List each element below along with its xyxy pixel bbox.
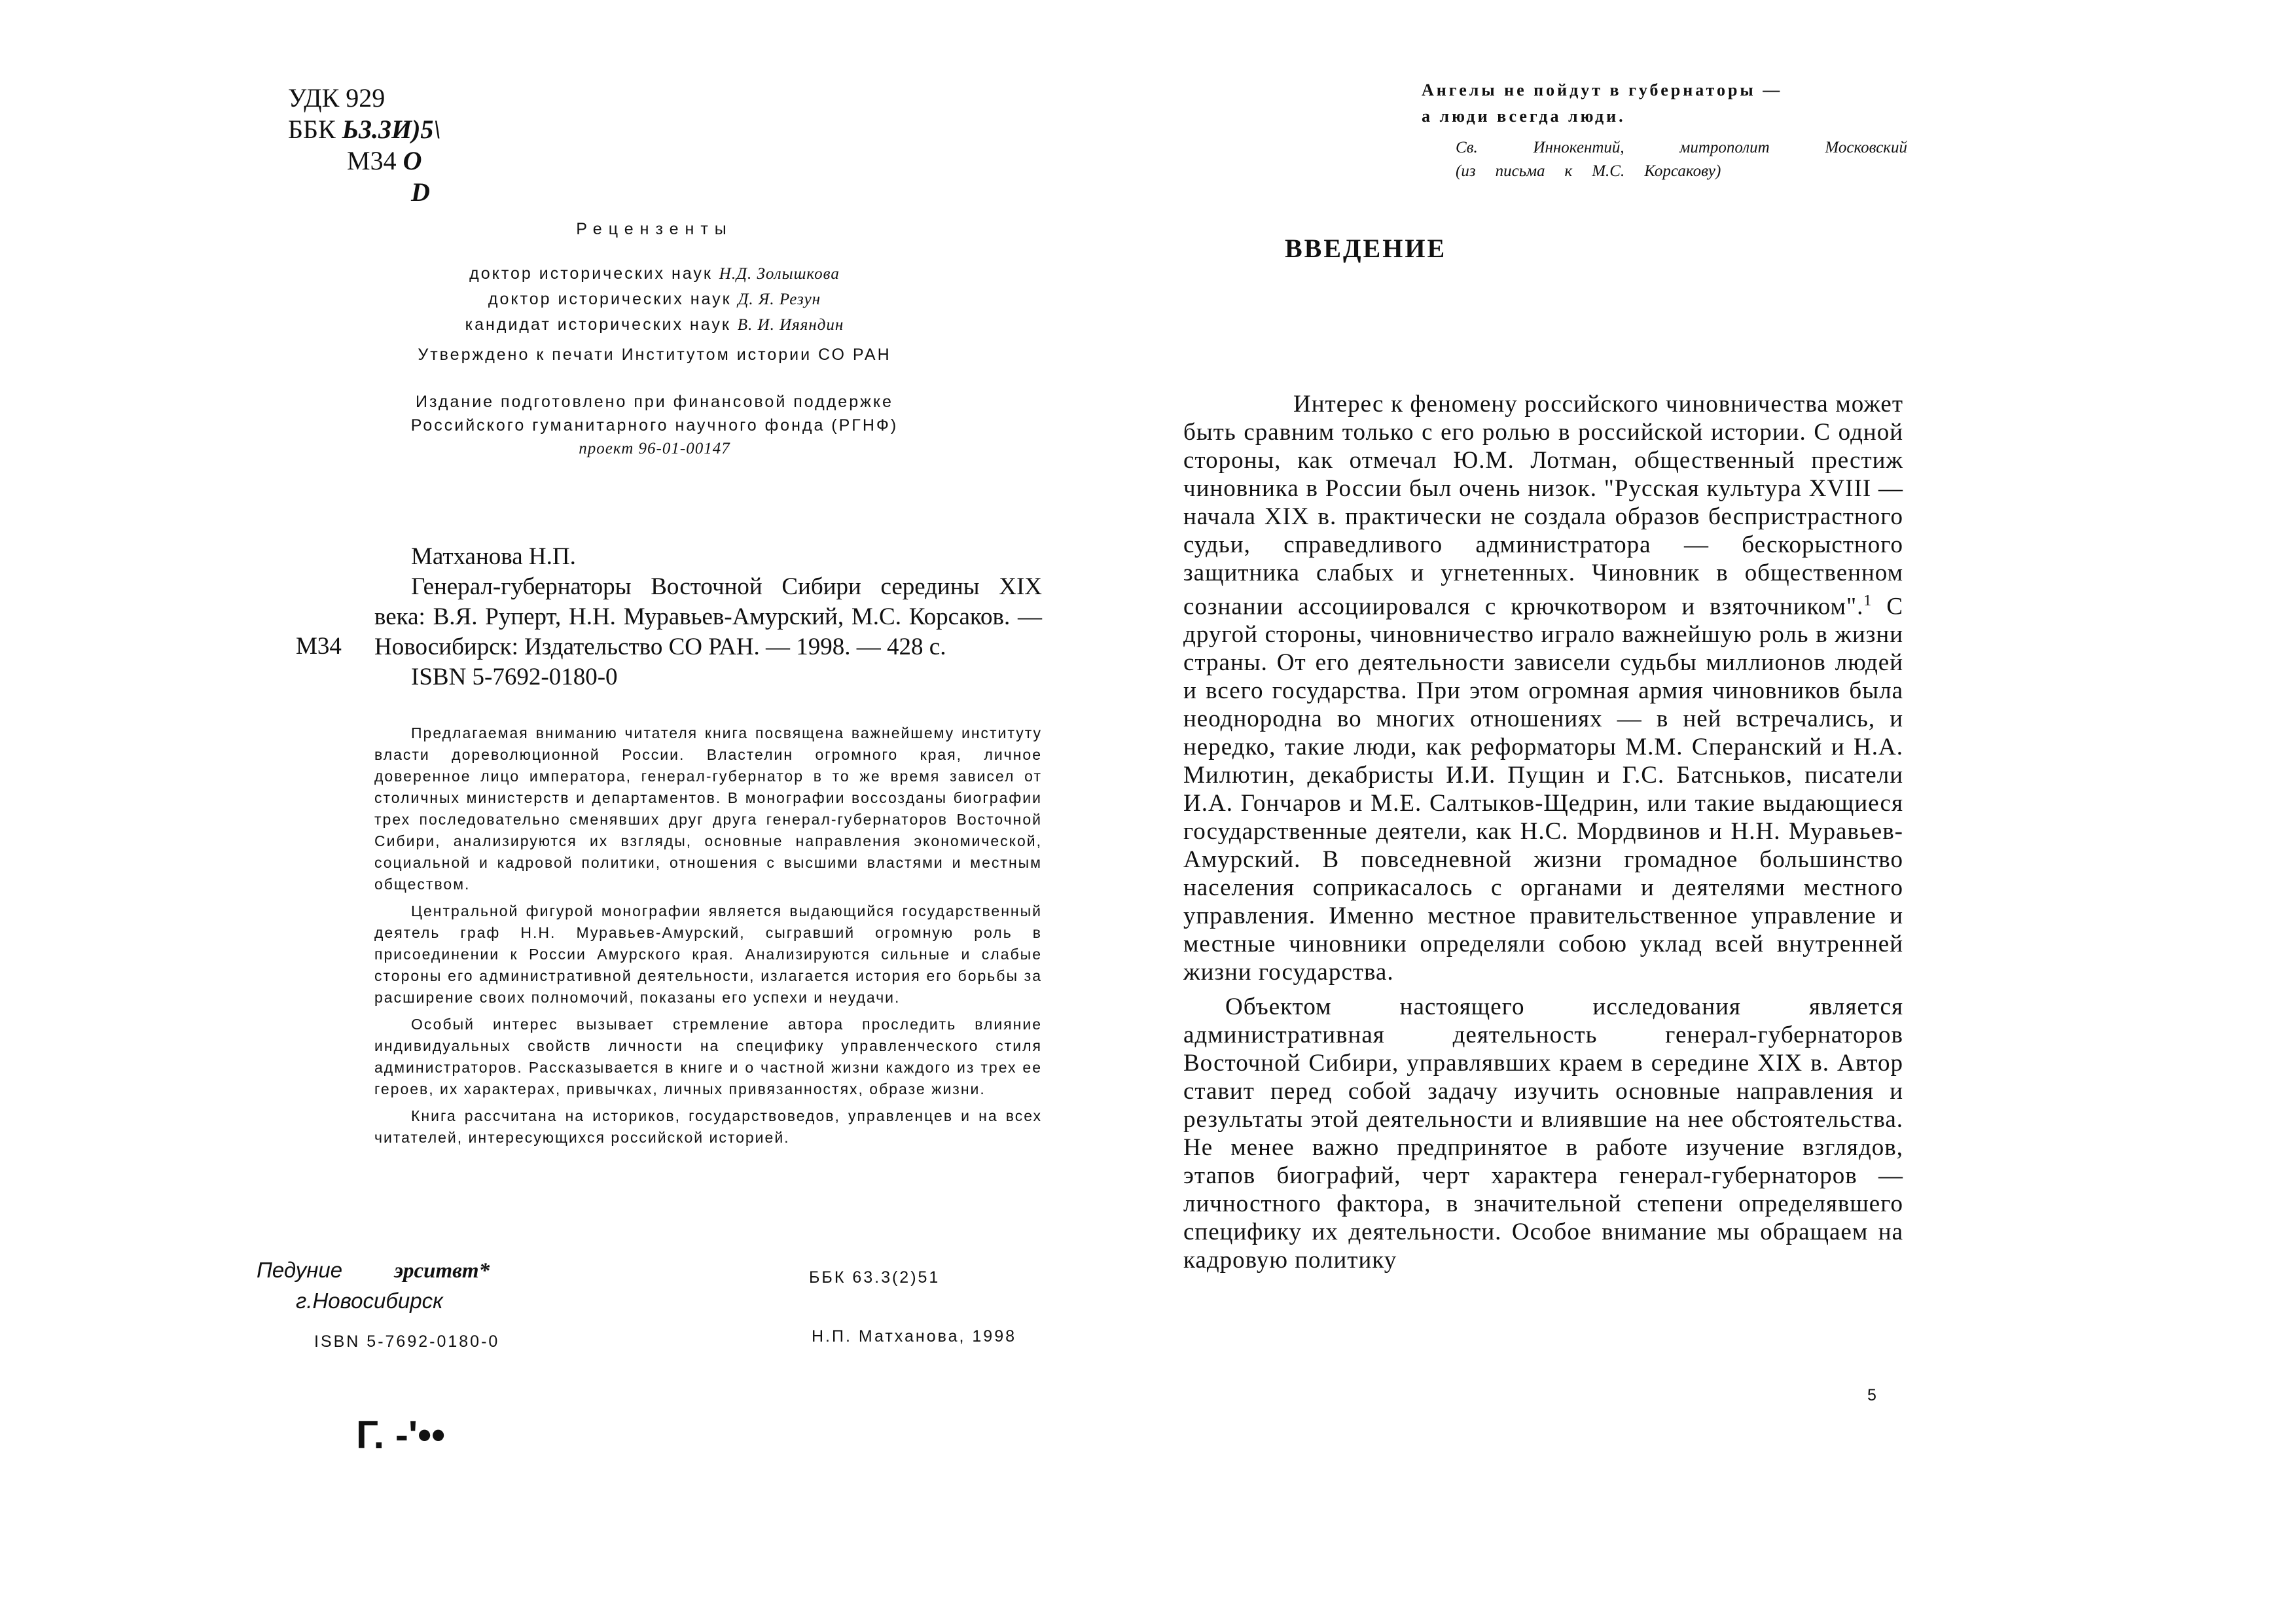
body-text: [1183, 390, 1903, 1274]
reviewer-name: В. И. Ияяндин: [737, 316, 844, 334]
epigraph-line-1: Ангелы не пойдут в губернаторы —: [1422, 80, 1783, 99]
stamp-word-bold: эрситвт*: [394, 1259, 490, 1283]
body-paragraph: Объектом настоящего исследования является административная деятельность генерал-губернаторов Восточной Сибири, управлявших краем в середине XIX в. Автор ставит перед собой задачу изучить основные направления и результаты этой деятельности и влиявшие на нее обстоятельства. Не менее важно предпринятое в работе изучение взглядов, этапов биографий, черт характера генерал-губернаторов — личностного фактора, в значительной степени определявшего специфику их деятельности. Особое внимание мы обращаем на кадровую политику: [1183, 993, 1903, 1274]
attribution-line-2: [1456, 160, 1907, 183]
annotation-paragraph: Центральной фигурой монографии является выдающийся государственный деятель граф Н.Н. Муравьев-Амурский, сыгравший огромную роль в присоединении к России Амурского края. Анализируются сильные и слабые стороны его административной деятельности, излагается история его борьбы за расширение своих полномочий, показаны его успехи и неудачи.: [374, 902, 1042, 1006]
approval-note: Утверждено к печати Институтом истории СО РАН: [418, 346, 891, 364]
isbn-footer: ISBN 5-7692-0180-0: [314, 1332, 500, 1351]
attribution-word: Св.: [1456, 139, 1478, 156]
bbk-value: Ь3.3И)5\: [342, 115, 441, 144]
bbk-footer: ББК 63.3(2)51: [809, 1268, 941, 1287]
record-description: Генерал-губернаторы Восточной Сибири середины XIX века: В.Я. Руперт, Н.Н. Муравьев-Амурский, М.С. Корсаков. — Новосибирск: Издательство СО РАН. — 1998. — 428 с.: [374, 573, 1042, 660]
reviewer-name: Д. Я. Резун: [738, 291, 821, 308]
record-author: Матханова Н.П.: [411, 543, 576, 570]
page-number: 5: [1867, 1386, 1876, 1404]
code-letter-d: D: [411, 177, 430, 207]
reviewer-line: [367, 261, 942, 287]
catalog-mark: М34: [296, 633, 342, 660]
reviewer-name: Н.Д. Золышкова: [719, 265, 840, 283]
reviewer-role: кандидат исторических наук: [465, 315, 731, 334]
paragraph-text: С другой стороны, чиновничество играло важнейшую роль в жизни страны. От его деятельности зависели судьбы миллионов людей и всего государства. При этом огромная армия чиновников была неоднородна во многих отношениях — в ней встречались, и нередко, такие люди, как реформаторы М.М. Сперанский и Н.А. Милютин, декабристы И.И. Пущин и Г.С. Батсньков, писатели И.А. Гончаров и М.Е. Салтыков-Щедрин, или такие выдающиеся государственные деятели, как Н.С. Мордвинов и Н.Н. Муравьев-Амурский. В повседневной жизни громадное большинство населения соприкасалось с органами и деятелями местного управления. Именно местное правительственное управление и местные чиновники определяли собою уклад всей внутренней жизни государства.: [1183, 593, 1903, 986]
attribution-word: Московский: [1825, 139, 1907, 156]
library-stamp: [257, 1255, 490, 1316]
reviewer-role: доктор исторических наук: [469, 264, 713, 283]
paragraph-text: Интерес к феномену российского чиновничества может быть сравним только с его ролью в российской истории. С одной стороны, как отмечал Ю.М. Лотман, общественный престиж чиновника в России был очень низок. "Русская культура XVIII — начала XIX в. практически не создала образов беспристрастного судьи, справедливого администратора — бескорыстного защитника слабых и угнетенных. Чиновник в общественном сознании ассоциировался с крючкотвором и взяточником".: [1183, 391, 1903, 620]
record-isbn: ISBN 5-7692-0180-0: [411, 664, 618, 690]
annotation-paragraph: Особый интерес вызывает стремление автора проследить влияние индивидуальных свойств личности на специфику управленческого стиля администраторов. Рассказывается в книге и о частной жизни каждого из трех ее героев, их характерах, привычках, личных привязанностях, образе жизни.: [374, 1016, 1042, 1097]
attribution-word: Иннокентий,: [1533, 139, 1624, 156]
epigraph: [1422, 77, 1782, 130]
attribution-word: письма: [1495, 162, 1545, 180]
reviewers-block: [367, 220, 942, 338]
epigraph-attribution: [1456, 136, 1907, 183]
attribution-word: митрополит: [1679, 139, 1770, 156]
annotation: [374, 722, 1042, 1154]
author-mark: [347, 145, 441, 177]
reviewer-line: [367, 312, 942, 338]
funding-line-2: Российского гуманитарного научного фонда (РГНФ): [410, 416, 899, 435]
annotation-paragraph: Книга рассчитана на историков, государствоведов, управленцев и на всех читателей, интересующихся российской историей.: [374, 1107, 1042, 1146]
author-mark-label: М34: [347, 146, 397, 175]
attribution-word: (из: [1456, 162, 1476, 180]
stamp-city: г.Новосибирск: [296, 1289, 443, 1313]
bibliographic-record: [374, 542, 1042, 692]
right-page: [1148, 0, 2296, 1623]
body-paragraph: [1183, 390, 1903, 986]
author-mark-value: O: [403, 146, 422, 175]
attribution-word: к: [1564, 162, 1573, 180]
annotation-paragraph: Предлагаемая вниманию читателя книга посвящена важнейшему институту власти дореволюционной России. Властелин огромного края, личное доверенное лицо императора, генерал-губернатор в то же время зависел от столичных министерств и департаментов. В монографии воссозданы биографии трех последовательно сменявших друг друга генерал-губернаторов Восточной Сибири, анализируются их взгляды, основные направления экономической, социальной и кадровой политики, отношения с высшими властями и местным обществом.: [374, 724, 1042, 893]
bbk-code: [288, 114, 441, 145]
bbk-label: ББК: [288, 115, 336, 144]
funding-note: [340, 390, 969, 461]
copyright-footer: Н.П. Матханова, 1998: [812, 1327, 1017, 1346]
attribution-word: М.С.: [1592, 162, 1625, 180]
reviewer-line: [367, 287, 942, 312]
epigraph-line-2: а люди всегда люди.: [1422, 107, 1626, 126]
stamp-word: Педуние: [257, 1258, 343, 1282]
funding-project: проект 96-01-00147: [579, 440, 730, 457]
funding-line-1: Издание подготовлено при финансовой поддержке: [416, 393, 893, 411]
udk-code: УДК 929: [288, 83, 386, 113]
footnote-marker: 1: [1863, 592, 1873, 609]
reviewers-title: Рецензенты: [576, 220, 733, 238]
attribution-line-1: [1456, 136, 1907, 160]
classification-codes: [288, 82, 441, 208]
reviewer-role: доктор исторических наук: [488, 290, 732, 308]
chapter-heading: ВВЕДЕНИЕ: [1285, 234, 1447, 263]
attribution-word: Корсакову): [1644, 162, 1721, 180]
scan-artifact: Г. -'••: [356, 1413, 446, 1457]
